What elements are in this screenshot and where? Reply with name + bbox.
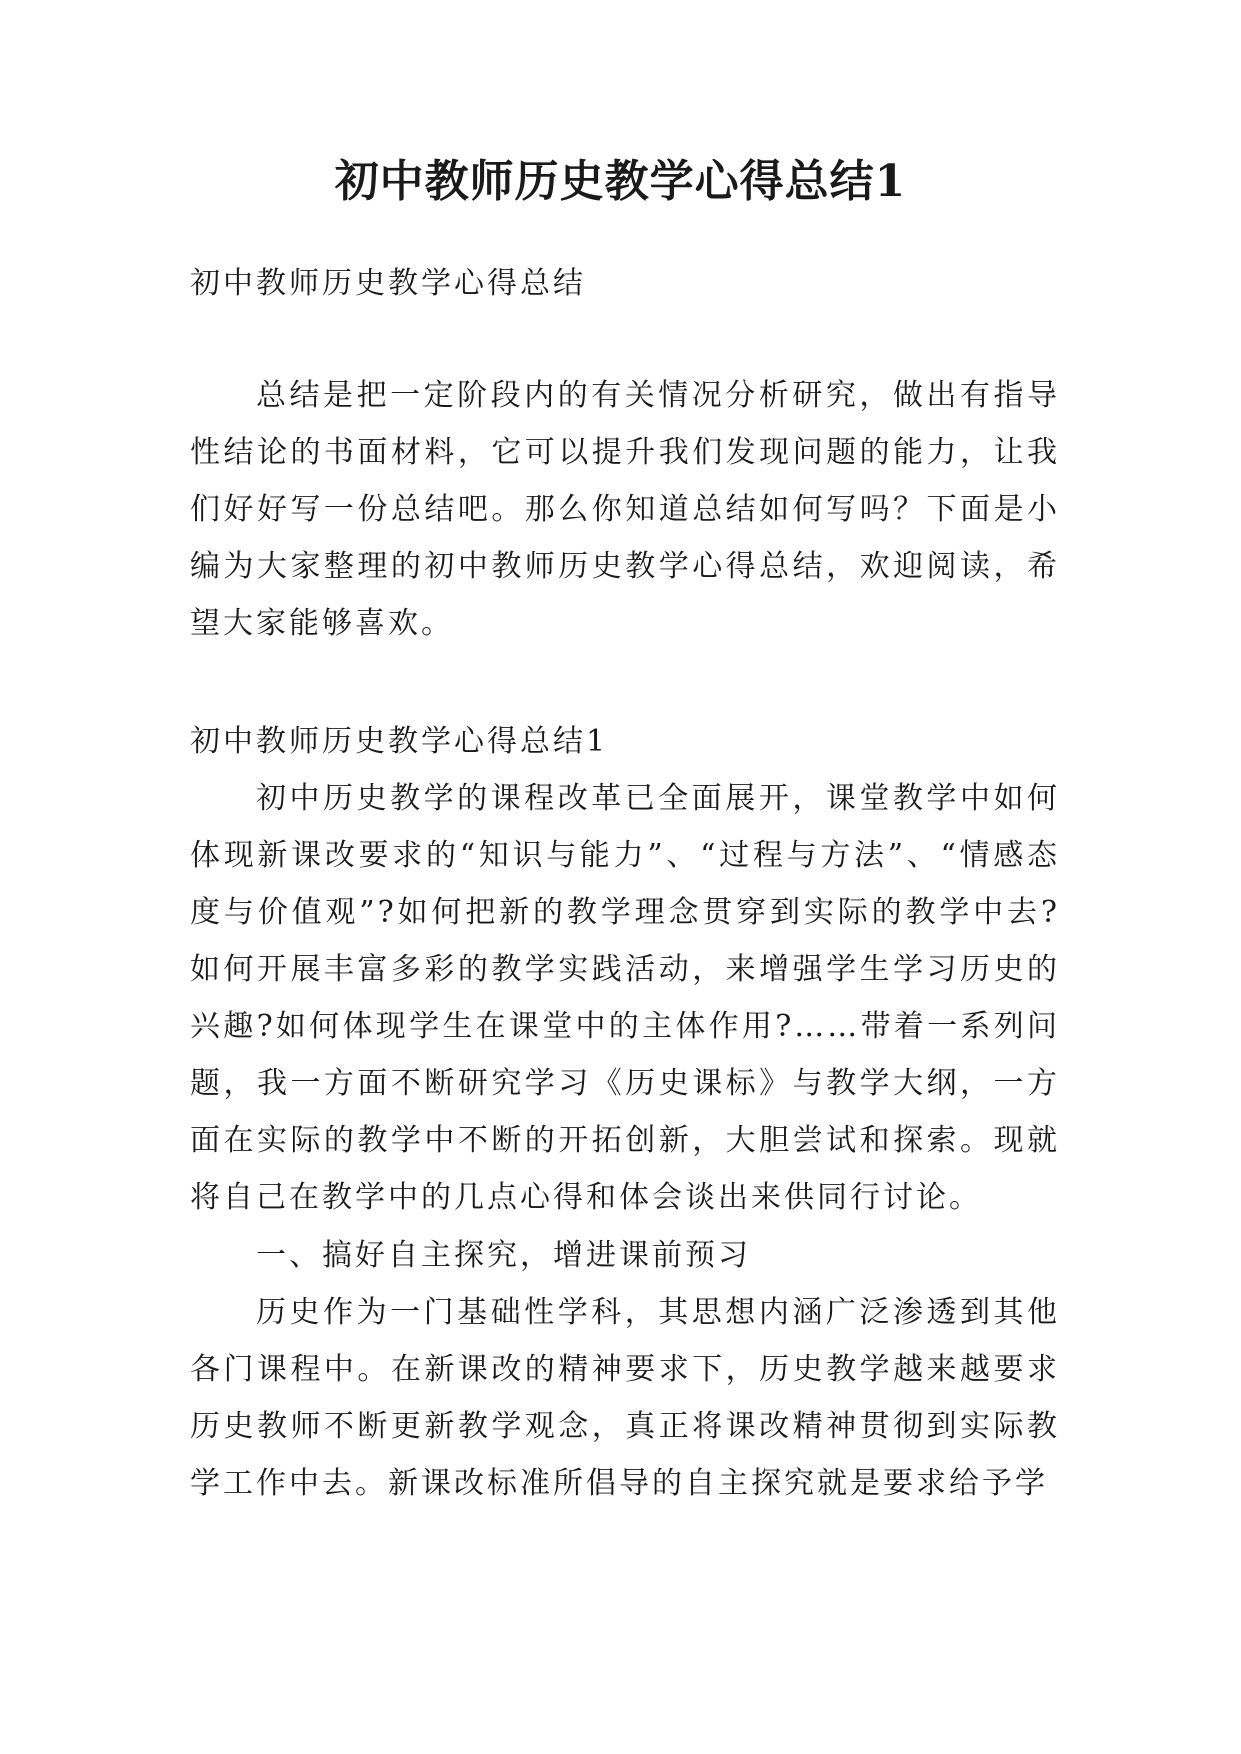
- body-paragraph-2: 历史作为一门基础性学科，其思想内涵广泛渗透到其他各门课程中。在新课改的精神要求下，历史教学越来越要求历史教师不断更新教学观念，真正将课改精神贯彻到实际教学工作中去。新课改标准所倡导的自主探究就是要求给予学: [190, 1295, 1060, 1501]
- point-1-heading: 一、搞好自主探究，增进课前预习: [256, 1238, 751, 1273]
- intro-paragraph: 总结是把一定阶段内的有关情况分析研究，做出有指导性结论的书面材料，它可以提升我们发现问题的能力，让我们好好写一份总结吧。那么你知道总结如何写吗？下面是小编为大家整理的初中教师历史教学心得总结，欢迎阅读，希望大家能够喜欢。: [190, 378, 1060, 641]
- document-subtitle: 初中教师历史教学心得总结: [190, 266, 586, 301]
- body-paragraph-1: 初中历史教学的课程改革已全面展开，课堂教学中如何体现新课改要求的“知识与能力”、“过程与方法”、“情感态度与价值观”?如何把新的教学理念贯穿到实际的教学中去?如何开展丰富多彩的教学实践活动，来增强学生学习历史的兴趣?如何体现学生在课堂中的主体作用?……带着一系列问题，我一方面不断研究学习《历史课标》与教学大纲，一方面在实际的教学中不断的开拓创新，大胆尝试和探索。现就将自己在教学中的几点心得和体会谈出来供同行讨论。: [190, 781, 1060, 1215]
- section-heading: 初中教师历史教学心得总结1: [190, 724, 609, 759]
- document-title: 初中教师历史教学心得总结1: [334, 156, 907, 207]
